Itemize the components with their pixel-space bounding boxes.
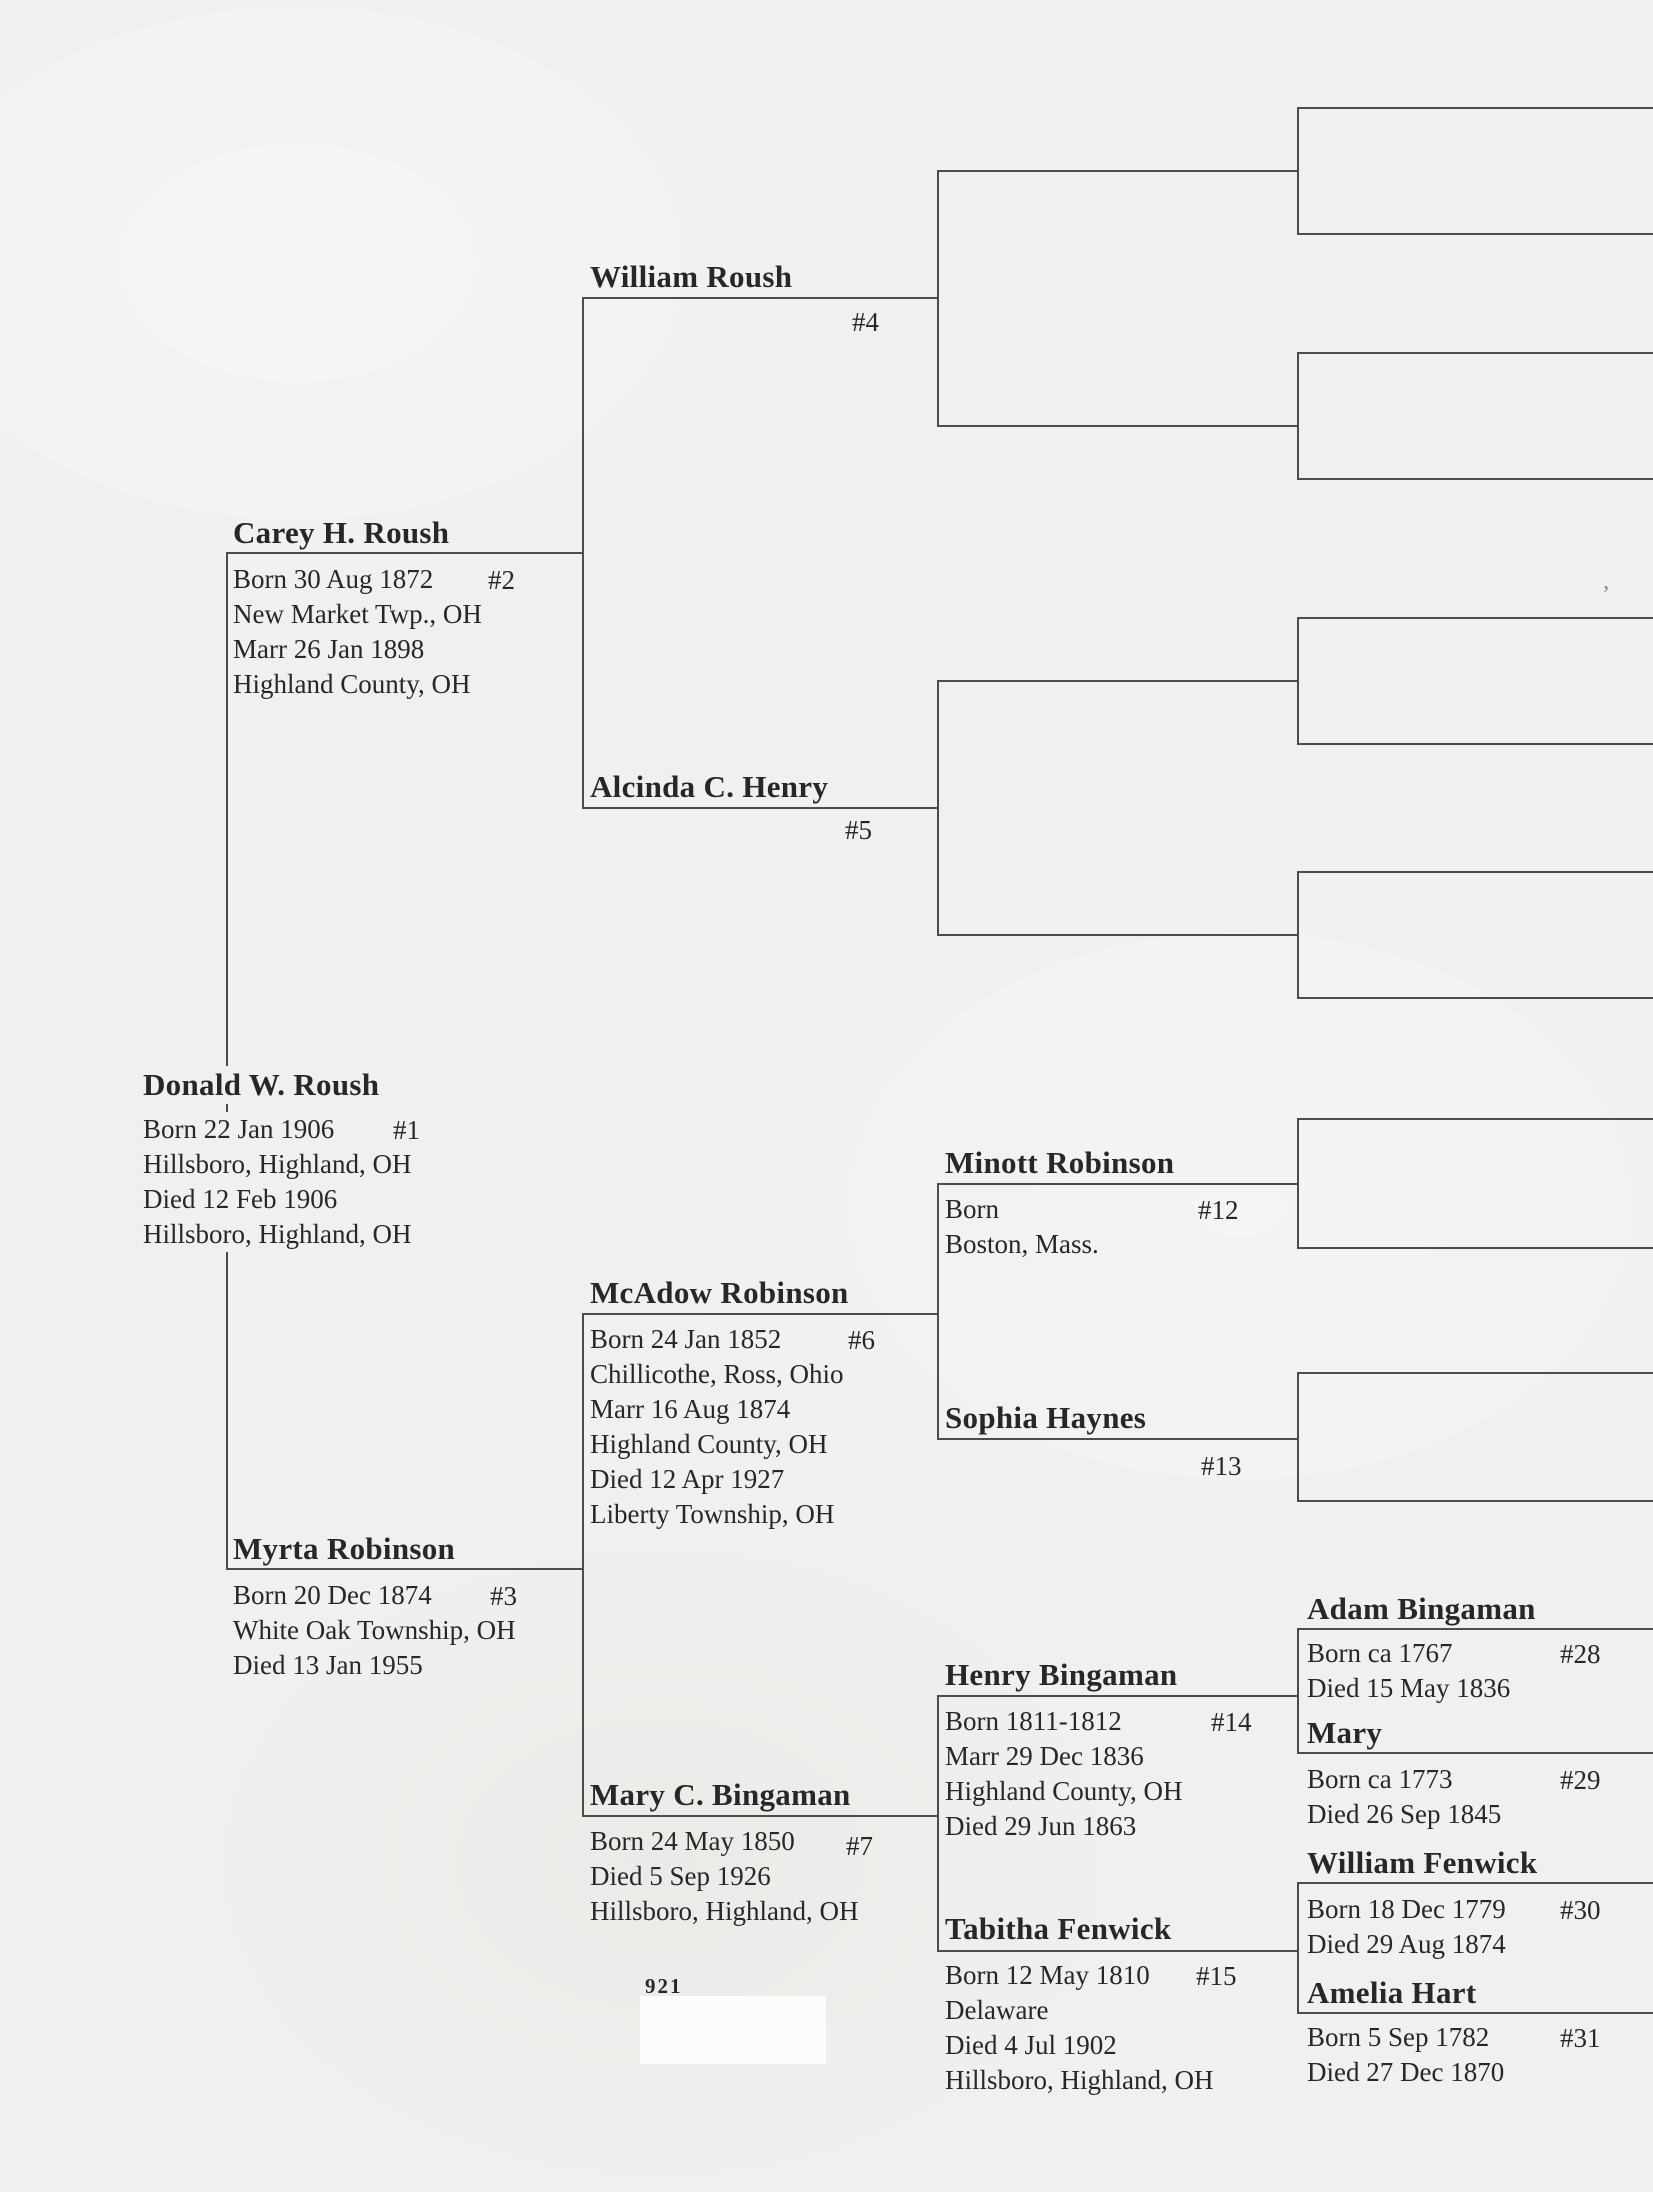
- person-name-donald-w-roush: Donald W. Roush: [143, 1066, 389, 1104]
- person-name-mary-c-bingaman: Mary C. Bingaman: [590, 1777, 851, 1812]
- connector-line: [937, 1950, 1299, 1952]
- connector-line: [226, 1568, 583, 1570]
- person-info-adam-bingaman: [1307, 1636, 1510, 1706]
- person-number-minott-robinson: #12: [1198, 1195, 1239, 1225]
- info-line: Marr 16 Aug 1874: [590, 1394, 791, 1424]
- connector-line: [1297, 478, 1653, 480]
- info-line: Highland County, OH: [945, 1776, 1183, 1806]
- connector-line: [937, 1183, 1299, 1185]
- person-number-donald-w-roush: #1: [393, 1115, 420, 1145]
- person-info-myrta-robinson: [233, 1578, 516, 1683]
- info-line: Chillicothe, Ross, Ohio: [590, 1359, 844, 1389]
- info-line: Born 20 Dec 1874: [233, 1580, 432, 1610]
- scan-speck: ’: [1602, 582, 1610, 608]
- person-name-adam-bingaman: Adam Bingaman: [1307, 1591, 1536, 1626]
- person-info-mcadow-robinson: [590, 1322, 844, 1532]
- person-number-mary: #29: [1560, 1765, 1601, 1795]
- info-line: Highland County, OH: [590, 1429, 828, 1459]
- connector-line: [226, 552, 583, 554]
- connector-line: [1297, 1628, 1653, 1630]
- person-number-alcinda-c-henry: #5: [845, 815, 872, 845]
- person-number-mcadow-robinson: #6: [848, 1325, 875, 1355]
- info-line: Highland County, OH: [233, 669, 471, 699]
- person-info-tabitha-fenwick: [945, 1958, 1213, 2098]
- person-number-sophia-haynes: #13: [1201, 1451, 1242, 1481]
- info-line: Died 12 Apr 1927: [590, 1464, 785, 1494]
- info-line: Died 12 Feb 1906: [143, 1184, 338, 1214]
- connector-line: [1297, 107, 1299, 235]
- connector-line: [937, 934, 1299, 936]
- connector-line: [1297, 997, 1653, 999]
- info-line: Delaware: [945, 1995, 1049, 2025]
- connector-line: [1297, 1882, 1653, 1884]
- person-info-amelia-hart: [1307, 2020, 1504, 2090]
- info-line: Born ca 1773: [1307, 1764, 1453, 1794]
- connector-line: [1297, 1500, 1653, 1502]
- connector-line: [1297, 1628, 1299, 1754]
- connector-line: [1297, 1118, 1299, 1249]
- info-line: Hillsboro, Highland, OH: [143, 1219, 412, 1249]
- connector-line: [1297, 617, 1653, 619]
- info-line: Hillsboro, Highland, OH: [143, 1149, 412, 1179]
- info-line: Born 12 May 1810: [945, 1960, 1150, 1990]
- connector-line: [937, 170, 1299, 172]
- connector-line: [1297, 2012, 1653, 2014]
- info-line: Born 24 Jan 1852: [590, 1324, 782, 1354]
- connector-line: [1297, 1882, 1299, 2014]
- info-line: Died 29 Aug 1874: [1307, 1929, 1506, 1959]
- person-name-henry-bingaman: Henry Bingaman: [945, 1657, 1178, 1692]
- person-name-myrta-robinson: Myrta Robinson: [233, 1531, 456, 1566]
- person-info-william-fenwick: [1307, 1892, 1506, 1962]
- person-name-amelia-hart: Amelia Hart: [1307, 1975, 1477, 2010]
- person-name-carey-h-roush: Carey H. Roush: [233, 515, 450, 550]
- connector-line: [1297, 871, 1653, 873]
- info-line: New Market Twp., OH: [233, 599, 482, 629]
- page-number: 921: [645, 1974, 683, 1998]
- connector-line: [582, 297, 584, 809]
- connector-line: [582, 1313, 584, 1817]
- person-name-william-roush: William Roush: [590, 259, 793, 294]
- info-line: Liberty Township, OH: [590, 1499, 835, 1529]
- connector-line: [937, 1695, 1299, 1697]
- info-line: Born 30 Aug 1872: [233, 564, 434, 594]
- connector-line: [1297, 352, 1653, 354]
- connector-line: [937, 170, 939, 427]
- connector-line: [937, 680, 1299, 682]
- info-line: Boston, Mass.: [945, 1229, 1099, 1259]
- person-number-mary-c-bingaman: #7: [846, 1831, 873, 1861]
- person-info-mary-c-bingaman: [590, 1824, 858, 1929]
- info-line: Marr 26 Jan 1898: [233, 634, 425, 664]
- connector-line: [582, 297, 939, 299]
- person-number-carey-h-roush: #2: [488, 565, 515, 595]
- info-line: Died 27 Dec 1870: [1307, 2057, 1505, 2087]
- person-info-carey-h-roush: [233, 562, 482, 702]
- connector-line: [937, 1183, 939, 1440]
- connector-line: [1297, 352, 1299, 480]
- person-number-myrta-robinson: #3: [490, 1581, 517, 1611]
- person-info-henry-bingaman: [945, 1704, 1183, 1844]
- person-info-donald-w-roush: [143, 1112, 503, 1252]
- person-number-adam-bingaman: #28: [1560, 1639, 1601, 1669]
- connector-line: [582, 807, 939, 809]
- connector-line: [1297, 1247, 1653, 1249]
- info-line: Born 24 May 1850: [590, 1826, 795, 1856]
- info-line: Born 18 Dec 1779: [1307, 1894, 1506, 1924]
- person-name-alcinda-c-henry: Alcinda C. Henry: [590, 769, 829, 804]
- person-name-minott-robinson: Minott Robinson: [945, 1145, 1175, 1180]
- info-line: Died 15 May 1836: [1307, 1673, 1511, 1703]
- person-number-henry-bingaman: #14: [1211, 1707, 1252, 1737]
- info-line: Born 22 Jan 1906: [143, 1114, 335, 1144]
- info-line: Born 5 Sep 1782: [1307, 2022, 1490, 2052]
- person-number-amelia-hart: #31: [1560, 2023, 1601, 2053]
- info-line: Died 5 Sep 1926: [590, 1861, 771, 1891]
- connector-line: [226, 552, 228, 1570]
- connector-line: [937, 680, 939, 936]
- person-number-william-fenwick: #30: [1560, 1895, 1601, 1925]
- connector-line: [1297, 233, 1653, 235]
- info-line: Died 4 Jul 1902: [945, 2030, 1117, 2060]
- connector-line: [1297, 1752, 1653, 1754]
- info-line: White Oak Township, OH: [233, 1615, 516, 1645]
- info-line: Hillsboro, Highland, OH: [945, 2065, 1214, 2095]
- info-line: Born: [945, 1194, 999, 1224]
- person-name-william-fenwick: William Fenwick: [1307, 1845, 1538, 1880]
- connector-line: [937, 425, 1299, 427]
- connector-line: [1297, 743, 1653, 745]
- person-info-mary: [1307, 1762, 1501, 1832]
- info-line: Died 13 Jan 1955: [233, 1650, 423, 1680]
- info-line: Marr 29 Dec 1836: [945, 1741, 1144, 1771]
- connector-line: [1297, 1372, 1653, 1374]
- connector-line: [1297, 871, 1299, 999]
- connector-line: [582, 1815, 939, 1817]
- connector-line: [1297, 1118, 1653, 1120]
- connector-line: [1297, 1372, 1299, 1502]
- info-line: Born 1811-1812: [945, 1706, 1122, 1736]
- connector-line: [1297, 107, 1653, 109]
- whiteout-patch: [640, 1996, 826, 2064]
- connector-line: [937, 1695, 939, 1952]
- person-name-tabitha-fenwick: Tabitha Fenwick: [945, 1911, 1172, 1946]
- person-info-minott-robinson: [945, 1192, 1099, 1262]
- person-name-mcadow-robinson: McAdow Robinson: [590, 1275, 849, 1310]
- person-number-william-roush: #4: [852, 307, 879, 337]
- person-number-tabitha-fenwick: #15: [1196, 1961, 1237, 1991]
- connector-line: [937, 1438, 1299, 1440]
- info-line: Hillsboro, Highland, OH: [590, 1896, 859, 1926]
- person-name-sophia-haynes: Sophia Haynes: [945, 1400, 1147, 1435]
- info-line: Died 29 Jun 1863: [945, 1811, 1137, 1841]
- info-line: Born ca 1767: [1307, 1638, 1453, 1668]
- person-name-mary: Mary: [1307, 1715, 1383, 1750]
- connector-line: [1297, 617, 1299, 745]
- info-line: Died 26 Sep 1845: [1307, 1799, 1502, 1829]
- connector-line: [582, 1313, 939, 1315]
